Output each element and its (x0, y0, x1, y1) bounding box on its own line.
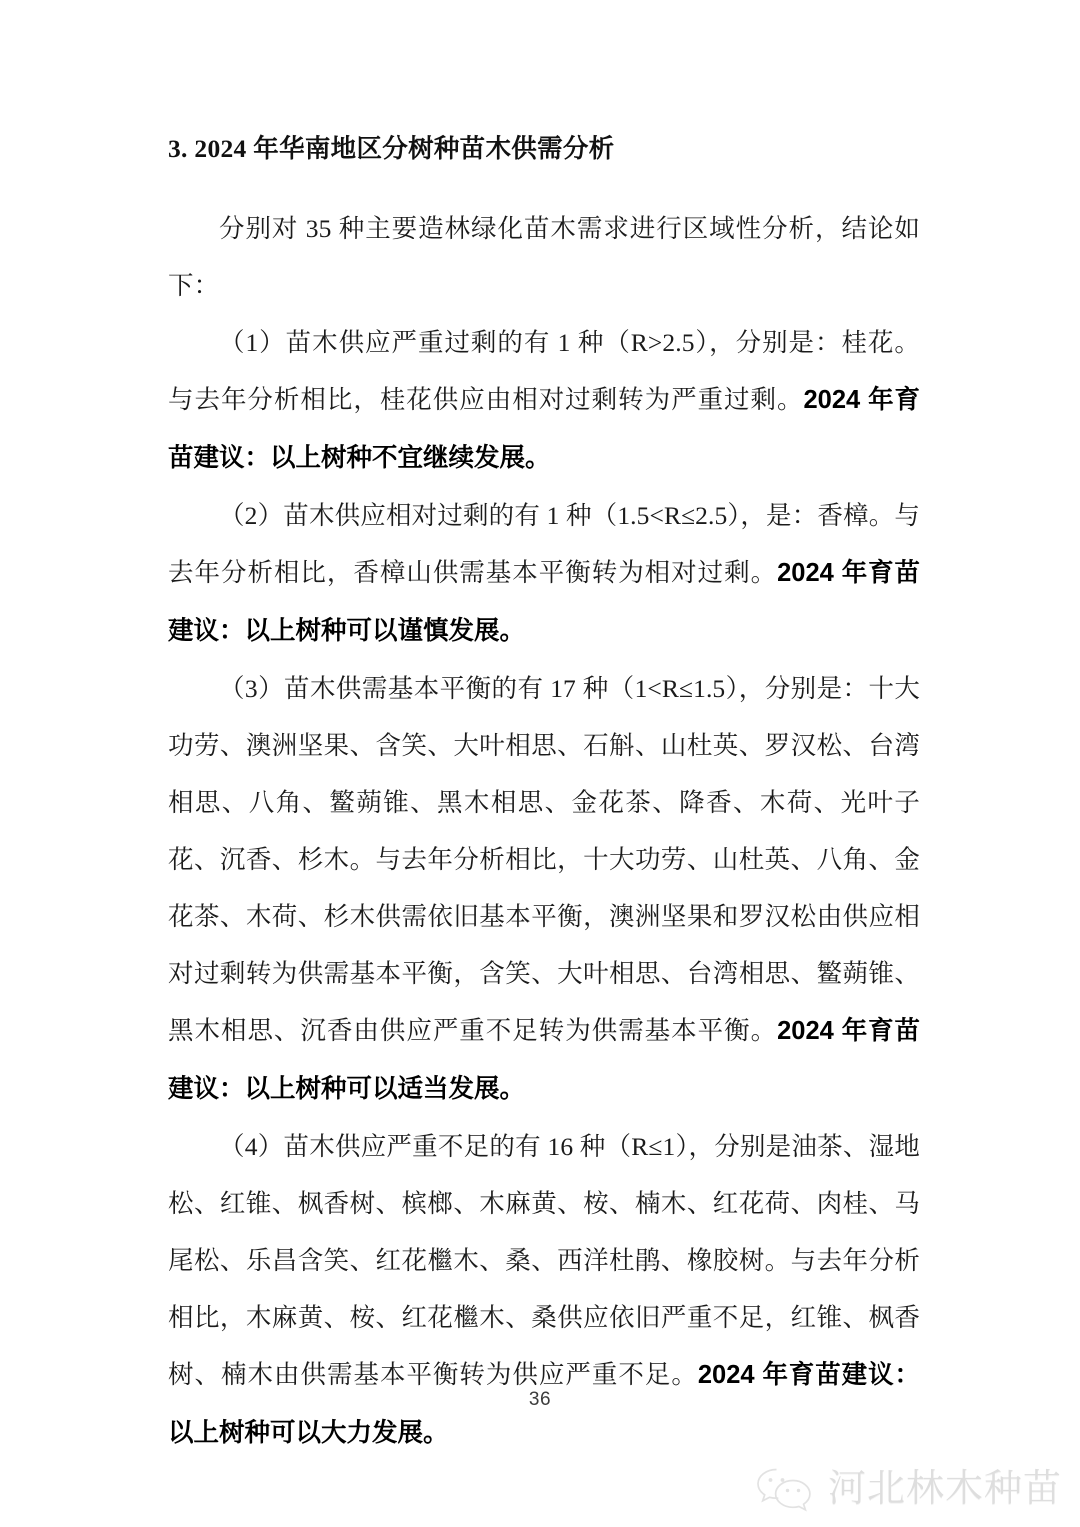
watermark (753, 1463, 1062, 1515)
paragraph-item-2-advice: 年育苗建议：以上树种可以谨慎发展。 (168, 559, 920, 646)
document-content (168, 132, 920, 1462)
paragraph-item-2-lead: （2）苗木供应相对过剩的有 1 种（1.5<R≤2.5），是：香樟。与去年分析相比，香樟山供需基本平衡转为相对过剩。 (168, 501, 920, 588)
paragraph-item-1 (168, 314, 920, 487)
page-title: 3. 2024 年华南地区分树种苗木供需分析 (168, 134, 615, 163)
paragraph-item-3-advice: 年育苗建议：以上树种可以适当发展。 (168, 1017, 920, 1104)
wechat-icon (753, 1463, 815, 1515)
paragraph-item-3-year: 2024 (777, 1017, 834, 1046)
paragraph-item-4-advice: 年育苗建议：以上树种可以大力发展。 (168, 1361, 920, 1448)
paragraph-item-4-year: 2024 (697, 1361, 755, 1390)
paragraph-item-2 (168, 487, 920, 660)
paragraph-item-4-lead: （4）苗木供应严重不足的有 16 种（R≤1），分别是油茶、湿地松、红锥、枫香树、槟榔、木麻黄、桉、楠木、红花荷、肉桂、马尾松、乐昌含笑、红花檵木、桑、西洋杜鹃、橡胶树。与去年分析相比，木麻黄、桉、红花檵木、桑供应依旧严重不足，红锥、枫香树、楠木由供需基本平衡转为供应严重不足。 (168, 1132, 920, 1390)
paragraph-intro (168, 200, 920, 314)
paragraph-intro-text: 分别对 35 种主要造林绿化苗木需求进行区域性分析，结论如下： (168, 214, 920, 301)
paragraph-item-3-lead: （3）苗木供需基本平衡的有 17 种（1<R≤1.5），分别是：十大功劳、澳洲坚果、含笑、大叶相思、石斛、山杜英、罗汉松、台湾相思、八角、鳘蒴锥、黑木相思、金花茶、降香、木荷、光叶子花、沉香、杉木。与去年分析相比，十大功劳、山杜英、八角、金花茶、木荷、杉木供需依旧基本平衡，澳洲坚果和罗汉松由供应相对过剩转为供需基本平衡，含笑、大叶相思、台湾相思、鳘蒴锥、黑木相思、沉香由供应严重不足转为供需基本平衡。 (168, 674, 920, 1046)
watermark-text: 河北林木种苗 (827, 1468, 1062, 1510)
paragraph-item-3 (168, 660, 920, 1118)
paragraph-item-1-year: 2024 (803, 386, 861, 415)
page-number: 36 (528, 1389, 552, 1410)
paragraph-item-1-lead: （1）苗木供应严重过剩的有 1 种（R>2.5），分别是：桂花。与去年分析相比，桂花供应由相对过剩转为严重过剩。 (168, 328, 920, 415)
paragraph-item-2-year: 2024 (777, 559, 834, 588)
paragraph-item-1-advice: 年育苗建议：以上树种不宜继续发展。 (168, 386, 920, 473)
